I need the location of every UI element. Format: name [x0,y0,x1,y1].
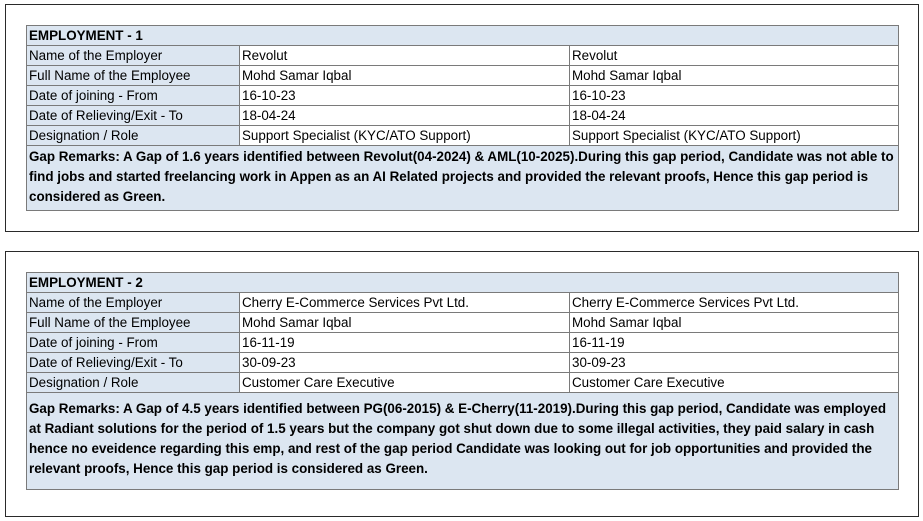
designation-claimed: Support Specialist (KYC/ATO Support) [240,126,570,146]
employee-name-label: Full Name of the Employee [27,313,240,333]
table-row [27,46,899,66]
employee-name-verified: Mohd Samar Iqbal [570,313,899,333]
joining-date-label: Date of joining - From [27,333,240,353]
joining-date-claimed: 16-11-19 [240,333,570,353]
relieving-date-label: Date of Relieving/Exit - To [27,353,240,373]
table-row [27,106,899,126]
employer-name-label: Name of the Employer [27,46,240,66]
employment-1-title: EMPLOYMENT - 1 [27,26,899,46]
table-row [27,313,899,333]
relieving-date-verified: 18-04-24 [570,106,899,126]
joining-date-verified: 16-10-23 [570,86,899,106]
table-row [27,373,899,393]
joining-date-claimed: 16-10-23 [240,86,570,106]
table-row [27,353,899,373]
employment-2-panel [5,251,919,517]
gap-remarks: Gap Remarks: A Gap of 4.5 years identified between PG(06-2015) & E-Cherry(11-2019).During this gap period, Candidate was employed at Radiant solutions for the period of 1.5 years but the company got shut down due to some illegal activities, they paid salary in cash hence no eveidence regarding this emp, and rest of the gap period Candidate was looking out for job opportunities and provided the relevant proofs, Hence this gap period is considered as Green. [27,393,899,490]
designation-label: Designation / Role [27,126,240,146]
employer-name-label: Name of the Employer [27,293,240,313]
employment-2-title: EMPLOYMENT - 2 [27,273,899,293]
designation-verified: Customer Care Executive [570,373,899,393]
table-row [27,86,899,106]
employee-name-verified: Mohd Samar Iqbal [570,66,899,86]
designation-claimed: Customer Care Executive [240,373,570,393]
employer-name-verified: Revolut [570,46,899,66]
relieving-date-label: Date of Relieving/Exit - To [27,106,240,126]
joining-date-verified: 16-11-19 [570,333,899,353]
designation-verified: Support Specialist (KYC/ATO Support) [570,126,899,146]
employer-name-verified: Cherry E-Commerce Services Pvt Ltd. [570,293,899,313]
designation-label: Designation / Role [27,373,240,393]
employment-1-table [26,25,899,211]
table-row [27,333,899,353]
employee-name-claimed: Mohd Samar Iqbal [240,66,570,86]
table-row [27,293,899,313]
employer-name-claimed: Cherry E-Commerce Services Pvt Ltd. [240,293,570,313]
employer-name-claimed: Revolut [240,46,570,66]
relieving-date-verified: 30-09-23 [570,353,899,373]
table-row [27,66,899,86]
employment-1-panel [5,4,919,232]
table-row [27,126,899,146]
employee-name-label: Full Name of the Employee [27,66,240,86]
gap-remarks: Gap Remarks: A Gap of 1.6 years identified between Revolut(04-2024) & AML(10-2025).During this gap period, Candidate was not able to find jobs and started freelancing work in Appen as an AI Related projects and provided the relevant proofs, Hence this gap period is considered as Green. [27,146,899,211]
joining-date-label: Date of joining - From [27,86,240,106]
employment-2-table [26,272,899,490]
relieving-date-claimed: 18-04-24 [240,106,570,126]
relieving-date-claimed: 30-09-23 [240,353,570,373]
employee-name-claimed: Mohd Samar Iqbal [240,313,570,333]
